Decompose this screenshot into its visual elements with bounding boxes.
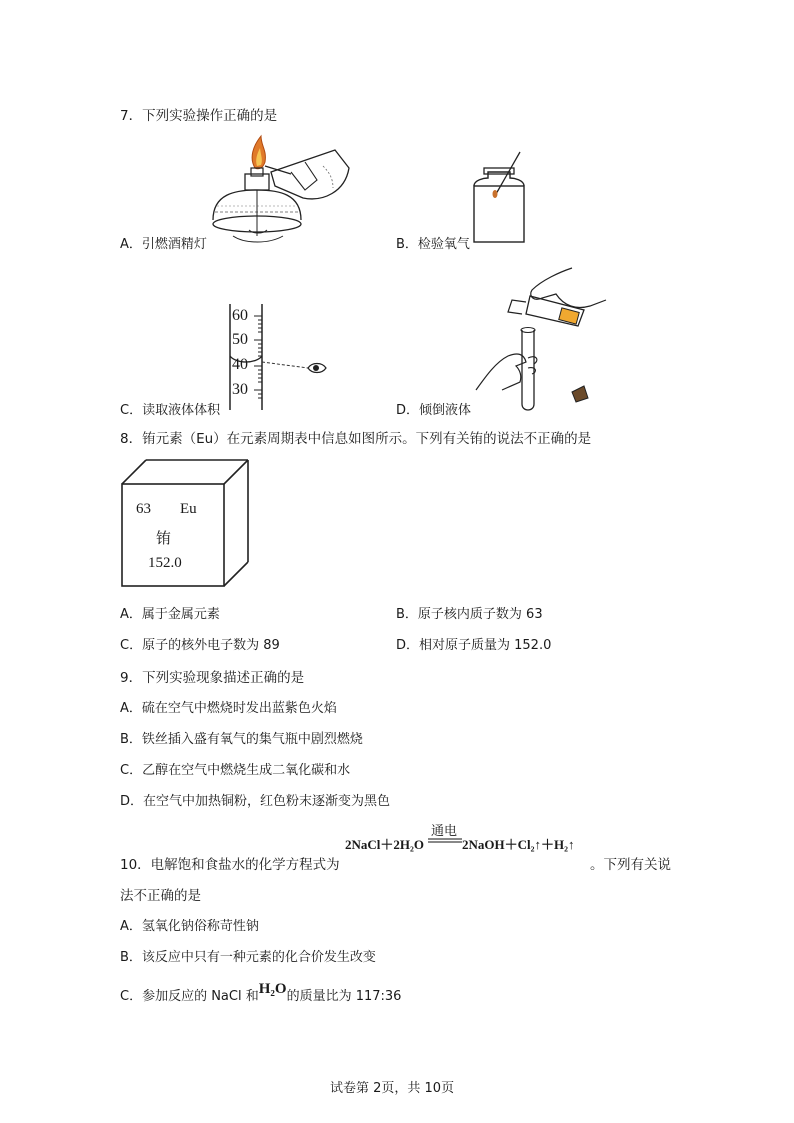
equation-double-line	[428, 838, 462, 844]
cylinder-tick-60: 60	[232, 307, 248, 324]
cylinder-tick-50: 50	[232, 331, 248, 348]
q8-option-b: B．原子核内质子数为 63	[396, 607, 543, 622]
q8-stem: 8．铕元素（Eu）在元素周期表中信息如图所示。下列有关铕的说法不正确的是	[120, 431, 592, 447]
q10-option-b: B．该反应中只有一种元素的化合价发生改变	[120, 950, 376, 965]
q7-option-c: C．读取液体体积	[120, 403, 221, 418]
q9-option-d: D．在空气中加热铜粉，红色粉末逐渐变为黑色	[120, 794, 391, 809]
q10-stem-line2: 法不正确的是	[120, 888, 201, 904]
water-formula: H₂O	[258, 981, 287, 997]
q10-stem-end: 。下列有关说	[590, 857, 671, 873]
q10-option-c-start: C．参加反应的 NaCl 和	[120, 989, 259, 1004]
element-symbol: Eu	[180, 501, 197, 517]
equation-right: 2NaOH＋Cl₂↑＋H₂↑	[462, 837, 575, 852]
q10-stem-start: 10．电解饱和食盐水的化学方程式为	[120, 857, 340, 873]
equation-condition: 通电	[431, 824, 458, 839]
cylinder-tick-30: 30	[232, 381, 248, 398]
alcohol-lamp-illustration	[205, 132, 355, 252]
atomic-mass: 152.0	[148, 555, 182, 571]
q9-option-a: A．硫在空气中燃烧时发出蓝紫色火焰	[120, 701, 337, 716]
equation-left: 2NaCl＋2H₂O	[345, 837, 425, 852]
q7-option-d: D．倾倒液体	[396, 403, 472, 418]
q7-option-a: A．引燃酒精灯	[120, 237, 207, 252]
pouring-liquid-illustration	[472, 266, 612, 416]
q8-option-d: D．相对原子质量为 152.0	[396, 638, 552, 653]
q10-option-a: A．氢氧化钠俗称苛性钠	[120, 919, 259, 934]
atomic-number: 63	[136, 501, 151, 517]
q8-option-c: C．原子的核外电子数为 89	[120, 638, 280, 653]
q7-option-b: B．检验氧气	[396, 237, 470, 252]
q9-stem: 9．下列实验现象描述正确的是	[120, 670, 305, 686]
periodic-table-cell	[120, 458, 252, 588]
q10-option-c-end: 的质量比为 117:36	[286, 989, 402, 1004]
q9-option-c: C．乙醇在空气中燃烧生成二氧化碳和水	[120, 763, 351, 778]
page-footer: 试卷第 2页，共 10页	[330, 1081, 455, 1096]
q10-option-c	[120, 981, 402, 1005]
oxygen-test-illustration	[470, 150, 540, 246]
cylinder-tick-40: 40	[232, 356, 248, 373]
element-name: 铕	[156, 531, 172, 547]
q9-option-b: B．铁丝插入盛有氧气的集气瓶中剧烈燃烧	[120, 732, 363, 747]
q7-stem: 7．下列实验操作正确的是	[120, 108, 278, 124]
q8-option-a: A．属于金属元素	[120, 607, 220, 622]
